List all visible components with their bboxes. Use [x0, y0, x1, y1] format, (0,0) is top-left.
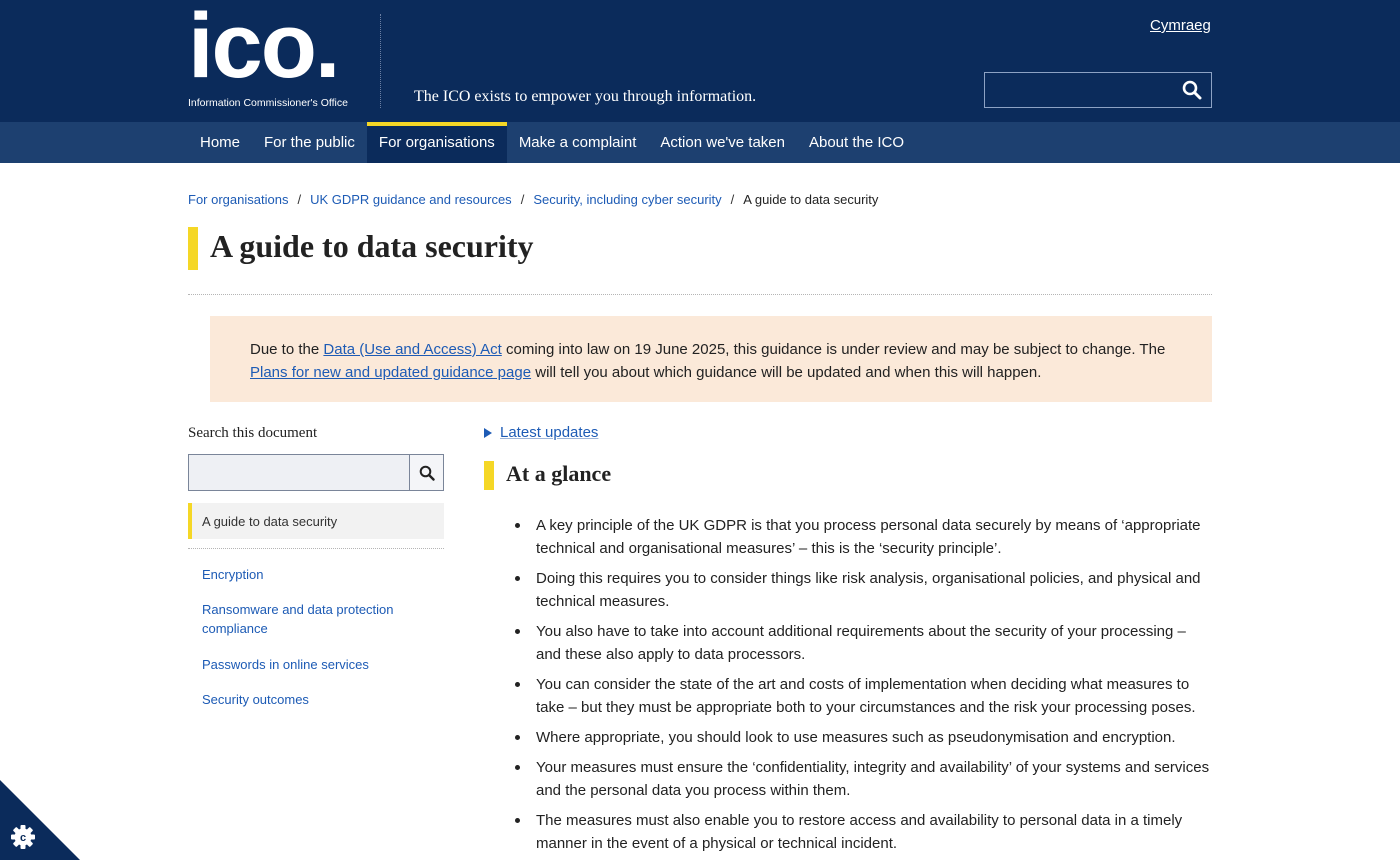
latest-updates-toggle[interactable]	[484, 424, 598, 441]
title-divider	[188, 294, 1212, 295]
guidance-review-notice	[210, 316, 1212, 402]
page-title: A guide to data security	[210, 228, 534, 264]
list-item: You can consider the state of the art and costs of implementation when deciding what measures to take – but they must be appropriate both to your circumstances and the risk your processing poses.	[512, 673, 1212, 719]
toc-link-passwords[interactable]: Passwords in online services	[202, 657, 369, 672]
toc-current-item[interactable]: A guide to data security	[188, 503, 444, 539]
at-a-glance-list	[512, 514, 1212, 860]
search-icon	[419, 465, 435, 481]
site-search-button[interactable]	[1173, 73, 1211, 107]
breadcrumb-separator: /	[730, 192, 735, 207]
logo-wordmark: ico.	[188, 0, 339, 97]
toc-divider	[188, 548, 444, 549]
doc-search-input[interactable]	[188, 454, 444, 491]
section-heading-at-a-glance: At a glance	[506, 461, 612, 486]
list-item: Where appropriate, you should look to use measures such as pseudonymisation and encryption.	[512, 726, 1212, 749]
search-icon	[1182, 80, 1202, 100]
page-title-accent	[188, 227, 198, 270]
toc-link-encryption[interactable]: Encryption	[202, 567, 264, 582]
svg-text:c: c	[19, 832, 27, 844]
nav-item-for-organisations[interactable]: For organisations	[367, 122, 507, 163]
list-item: Your measures must ensure the ‘confidentiality, integrity and availability’ of your systems and services and the personal data you process within them.	[512, 756, 1212, 802]
cookie-settings-button[interactable]	[0, 780, 80, 860]
notice-text: Due to the	[250, 341, 324, 358]
logo-subtitle: Information Commissioner's Office	[188, 97, 348, 109]
toc-link-security-outcomes[interactable]: Security outcomes	[202, 692, 309, 707]
notice-text: coming into law on 19 June 2025, this guidance is under review and may be subject to change. The	[501, 341, 1166, 358]
list-item: The measures must also enable you to restore access and availability to personal data in a timely manner in the event of a physical or technical incident.	[512, 809, 1212, 855]
list-item: Doing this requires you to consider things like risk analysis, organisational policies, and physical and technical measures.	[512, 567, 1212, 613]
nav-item-home[interactable]: Home	[200, 134, 241, 151]
ico-logo[interactable]	[188, 0, 350, 110]
doc-search-label: Search this document	[188, 425, 318, 441]
notice-link-plans-for-guidance[interactable]: Plans for new and updated guidance page	[250, 364, 532, 381]
header-divider	[380, 14, 381, 108]
breadcrumb-link-security[interactable]: Security, including cyber security	[533, 192, 722, 207]
breadcrumb-separator: /	[520, 192, 525, 207]
nav-item-action-weve-taken[interactable]: Action we've taken	[660, 134, 785, 151]
main-nav	[0, 122, 1400, 163]
language-link-cymraeg[interactable]: Cymraeg	[1150, 17, 1211, 34]
breadcrumb-link-uk-gdpr-guidance[interactable]: UK GDPR guidance and resources	[310, 192, 512, 207]
breadcrumb-separator: /	[297, 192, 302, 207]
site-search-box[interactable]	[984, 72, 1212, 108]
toc-link-ransomware[interactable]: Ransomware and data protection compliance	[202, 602, 394, 636]
header-tagline: The ICO exists to empower you through information.	[414, 88, 757, 105]
nav-item-about-the-ico[interactable]: About the ICO	[808, 134, 905, 151]
cookie-settings-icon	[0, 780, 80, 860]
breadcrumb-current: A guide to data security	[743, 192, 879, 207]
doc-search-button[interactable]	[409, 455, 443, 490]
site-header	[0, 0, 1400, 122]
breadcrumb-link-for-organisations[interactable]: For organisations	[188, 192, 289, 207]
list-item: A key principle of the UK GDPR is that you process personal data securely by means of ‘appropriate technical and organisational measures’ – this is the ‘security principle’.	[512, 514, 1212, 560]
latest-updates-label: Latest updates	[500, 424, 599, 441]
notice-text: will tell you about which guidance will be updated and when this will happen.	[531, 364, 1042, 381]
glance-title-accent	[484, 461, 494, 490]
breadcrumb	[188, 192, 878, 207]
list-item: You also have to take into account additional requirements about the security of your processing – and these also apply to data processors.	[512, 620, 1212, 666]
nav-item-for-the-public[interactable]: For the public	[264, 134, 355, 151]
notice-link-data-use-access-act[interactable]: Data (Use and Access) Act	[323, 341, 502, 358]
disclosure-triangle-icon	[484, 428, 492, 438]
nav-item-make-a-complaint[interactable]: Make a complaint	[518, 134, 637, 151]
